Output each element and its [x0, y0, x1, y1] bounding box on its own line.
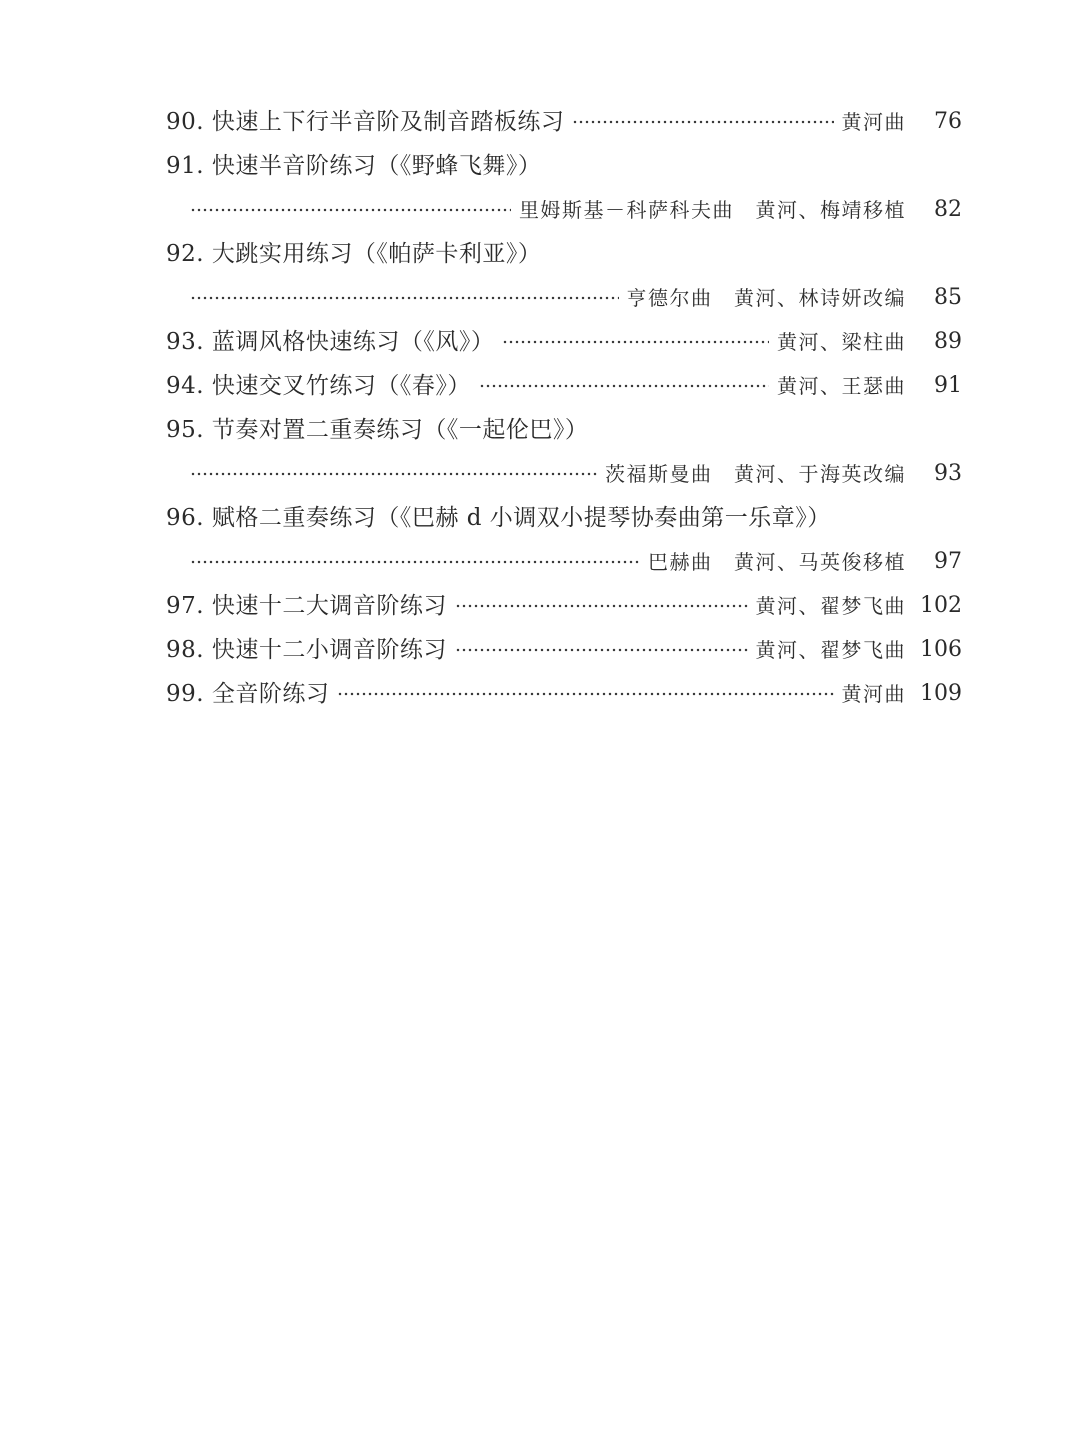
dot-leader: [455, 635, 748, 665]
dot-leader: [190, 283, 619, 313]
entry-author: 黄河曲: [841, 682, 906, 706]
toc-entry-90[interactable]: [166, 107, 962, 137]
entry-page-number: 91: [934, 373, 962, 398]
dot-leader: [455, 591, 748, 621]
entry-title: 94. 快速交叉竹练习（《春》）: [166, 373, 471, 399]
toc-entry-93[interactable]: [166, 327, 962, 357]
entry-page-number: 106: [920, 637, 962, 662]
entry-title: 95. 节奏对置二重奏练习（《一起伦巴》）: [166, 417, 589, 443]
entry-author: 茨福斯曼曲 黄河、于海英改编: [605, 462, 906, 486]
entry-title: 92. 大跳实用练习（《帕萨卡利亚》）: [166, 241, 542, 267]
toc-entry-95-detail[interactable]: [190, 459, 962, 489]
dot-leader: [190, 547, 640, 577]
entry-page-number: 85: [934, 285, 962, 310]
entry-title: 99. 全音阶练习: [166, 681, 330, 707]
entry-author: 亨德尔曲 黄河、林诗妍改编: [626, 286, 906, 310]
toc-entry-95-title[interactable]: [166, 415, 962, 445]
entry-author: 黄河、王瑟曲: [777, 374, 906, 398]
entry-author: 里姆斯基－科萨科夫曲 黄河、梅靖移植: [519, 198, 906, 222]
toc-entry-91-title[interactable]: [166, 151, 962, 181]
toc-entry-94[interactable]: [166, 371, 962, 401]
dot-leader: [479, 371, 769, 401]
toc-entry-96-title[interactable]: [166, 503, 962, 533]
toc-entry-96-detail[interactable]: [190, 547, 962, 577]
entry-page-number: 102: [920, 593, 962, 618]
dot-leader: [502, 327, 769, 357]
entry-title: 90. 快速上下行半音阶及制音踏板练习: [166, 109, 565, 135]
entry-page-number: 82: [934, 197, 962, 222]
toc-entry-92-title[interactable]: [166, 239, 962, 269]
entry-title: 93. 蓝调风格快速练习（《风》）: [166, 329, 495, 355]
toc-entry-99[interactable]: [166, 679, 962, 709]
entry-author: 黄河、翟梦飞曲: [755, 638, 906, 662]
entry-title: 91. 快速半音阶练习（《野蜂飞舞》）: [166, 153, 542, 179]
entry-title: 97. 快速十二大调音阶练习: [166, 593, 447, 619]
dot-leader: [190, 195, 511, 225]
entry-page-number: 89: [934, 329, 962, 354]
entry-author: 黄河、梁柱曲: [777, 330, 906, 354]
entry-title: 96. 赋格二重奏练习（《巴赫 d 小调双小提琴协奏曲第一乐章》）: [166, 505, 831, 531]
entry-page-number: 97: [934, 549, 962, 574]
entry-page-number: 93: [934, 461, 962, 486]
entry-page-number: 109: [920, 681, 962, 706]
toc-entry-97[interactable]: [166, 591, 962, 621]
toc-entry-92-detail[interactable]: [190, 283, 962, 313]
entry-author: 黄河、翟梦飞曲: [755, 594, 906, 618]
dot-leader: [572, 107, 833, 137]
entry-page-number: 76: [934, 109, 962, 134]
entry-author: 黄河曲: [841, 110, 906, 134]
toc-entry-91-detail[interactable]: [190, 195, 962, 225]
entry-title: 98. 快速十二小调音阶练习: [166, 637, 447, 663]
toc-entry-98[interactable]: [166, 635, 962, 665]
entry-author: 巴赫曲 黄河、马英俊移植: [648, 550, 906, 574]
dot-leader: [190, 459, 597, 489]
dot-leader: [337, 679, 833, 709]
